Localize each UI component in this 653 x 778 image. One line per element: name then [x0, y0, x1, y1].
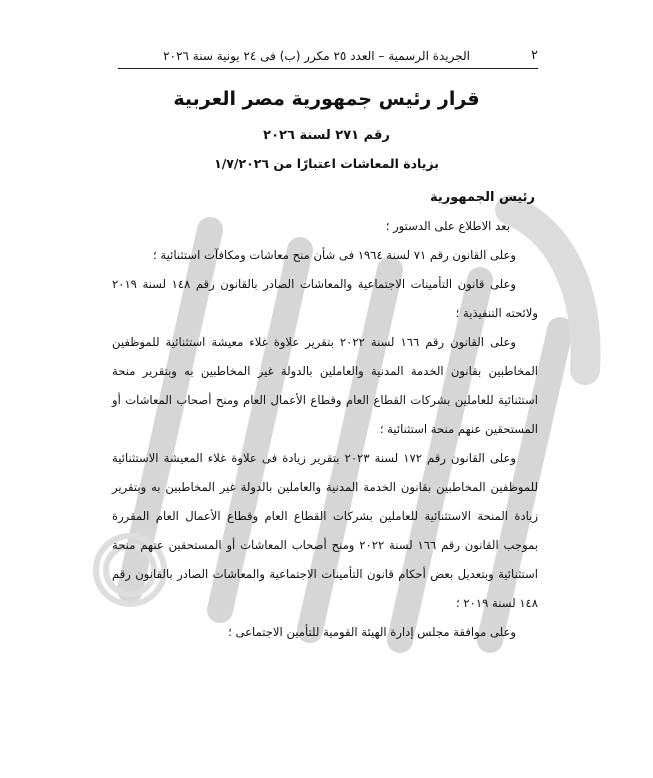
decree-subject: بزيادة المعاشات اعتبارًا من ١/٧/٢٠٢٦	[214, 156, 439, 171]
preamble-paragraph: وعلى القانون رقم ١٦٦ لسنة ٢٠٢٢ بتقرير علاوة غلاء معيشة استثنائية للموظفين المخاطبين بقانون الخدمة المدنية والعاملين بالدولة غير المخاطبين به وبتقرير منحة استثنائية للعاملين بشركات القطاع العام وقطاع الأعمال العام ومنح أصحاب المعاشات أو المستحقين عنهم منحة استثنائية ؛	[112, 335, 538, 436]
preamble-paragraph: وعلى قانون التأمينات الاجتماعية والمعاشات الصادر بالقانون رقم ١٤٨ لسنة ٢٠١٩ ولائحته التنفيذية ؛	[112, 277, 538, 320]
decree-issuer: رئيس الجمهورية	[430, 190, 535, 205]
decree-body	[112, 212, 538, 647]
preamble-paragraph: وعلى القانون رقم ١٧٢ لسنة ٢٠٢٣ بتقرير زيادة فى علاوة غلاء المعيشة الاستثنائية للموظفين المخاطبين بقانون الخدمة المدنية والعاملين بالدولة غير المخاطبين به وبتقرير زيادة المنحة الاستثنائية للعاملين بشركات القطاع العام وقطاع الأعمال العام المقررة بموجب القانون رقم ١٦٦ لسنة ٢٠٢٢ ومنح أصحاب المعاشات أو المستحقين عنهم منحة استثنائية وبتعديل بعض أحكام قانون التأمينات الاجتماعية والمعاشات الصادر بالقانون رقم ١٤٨ لسنة ٢٠١٩ ؛	[112, 451, 539, 610]
running-header	[118, 46, 538, 69]
decree-number: رقم ٢٧١ لسنة ٢٠٢٦	[263, 128, 390, 143]
preamble-paragraph: بعد الاطلاع على الدستور ؛	[385, 219, 510, 233]
page-number: ٢	[531, 48, 538, 63]
running-title: الجريدة الرسمية – العدد ٢٥ مكرر (ب) فى ٢٤ يونية سنة ٢٠٢٦	[163, 49, 470, 63]
preamble-paragraph: وعلى القانون رقم ٧١ لسنة ١٩٦٤ فى شأن منح معاشات ومكافآت استثنائية ؛	[153, 248, 516, 262]
preamble-paragraph: وعلى موافقة مجلس إدارة الهيئة القومية للتأمين الاجتماعى ؛	[228, 625, 516, 639]
decree-title: قرار رئيس جمهورية مصر العربية	[173, 88, 480, 110]
